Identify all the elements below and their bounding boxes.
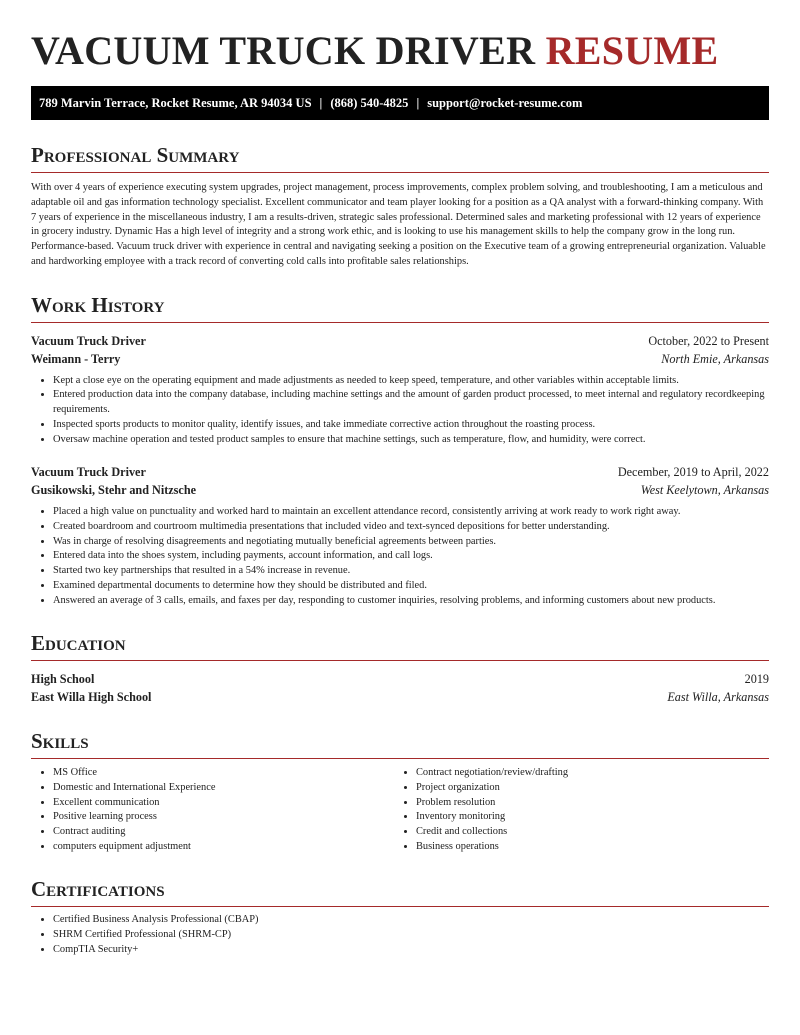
job-title: Vacuum Truck Driver [31,333,146,348]
job-location: West Keelytown, Arkansas [640,483,769,498]
certification-item: • Certified Business Analysis Professional (CBAP) [53,913,769,928]
job-bullet: • Kept a close eye on the operating equipment and made adjustments as needed to keep speed, temperature, and other variables within acceptable limits. [53,374,769,389]
summary-section [31,141,769,270]
summary-heading: Professional Summary [31,141,769,173]
certification-item: • CompTIA Security+ [53,943,769,958]
skills-left-column [31,766,394,854]
job-bullets [31,374,769,448]
job-location: North Emie, Arkansas [661,351,769,366]
skill-item: • Inventory monitoring [416,810,757,825]
contact-phone: (868) 540-4825 [330,96,409,110]
skill-item: • Contract auditing [53,825,394,840]
job-bullet: • Oversaw machine operation and tested product samples to ensure that machine settings, such as temperature, flow, and humidity, were correct. [53,433,769,448]
education-school-row [31,688,769,706]
work-history-heading: Work History [31,291,769,323]
education-section [31,629,769,706]
job-bullet: • Created boardroom and courtroom multimedia presentations that included video and text-synced depositions for better understanding. [53,520,769,535]
title-main: VACUUM TRUCK DRIVER [31,28,536,73]
title-accent: RESUME [545,28,719,73]
job-title: Vacuum Truck Driver [31,465,146,480]
skill-item: • MS Office [53,766,394,781]
education-location: East Willa, Arkansas [667,690,769,705]
job-header-row [31,463,769,481]
job-bullet: • Entered data into the shoes system, including payments, account information, and call logs. [53,549,769,564]
job-dates: October, 2022 to Present [648,333,769,348]
summary-text: With over 4 years of experience executing system upgrades, project management, process improvements, complex problem solving, and troubleshooting, I am a meticulous and adaptable oil and gas information technology specialist. Excellent communicator and team player looking for a position as a QA analyst with a forward-thinking company. With 7 years of experience in the miscellaneous industry, I am a results-driven, strategic sales professional. Determined sales and marketing professional with 12 years of experience in grocery industry. Dynamic Has a high level of integrity and a strong work ethic, and is looking to use his management skills to help the company grow in the long run. Performance-based. Vacuum truck driver with experience in central and navigating seeking a position on the Executive team of a growing entrepreneurial organization. Valuable and hardworking employee with a track record of converting cold calls into profitable sales relationships. [31,182,766,267]
job-dates: December, 2019 to April, 2022 [617,465,769,480]
skill-item: • Project organization [416,781,757,796]
job-company-row [31,350,769,368]
skill-item: • Problem resolution [416,796,757,811]
skills-heading: Skills [31,727,769,759]
skills-grid [31,766,769,854]
job-company: Gusikowski, Stehr and Nitzsche [31,483,197,498]
job-bullet: • Answered an average of 3 calls, emails, and faxes per day, responding to customer inquiries, resolving problems, and informing customers about new products. [53,594,769,609]
job-entry [31,463,769,608]
job-bullet: • Examined departmental documents to determine how they should be distributed and filed. [53,579,769,594]
education-year: 2019 [744,672,769,687]
skill-item: • Credit and collections [416,825,757,840]
contact-separator: | [319,96,323,110]
skill-item: • Positive learning process [53,810,394,825]
education-entry [31,670,769,706]
contact-bar [31,86,769,120]
resume-page [31,0,769,958]
skill-item: • Domestic and International Experience [53,781,394,796]
education-school: East Willa High School [31,690,152,705]
job-bullet: • Was in charge of resolving disagreements and negotiating mutually beneficial agreements between parties. [53,535,769,550]
job-bullets [31,505,769,608]
job-bullet: • Entered production data into the company database, including machine settings and the amount of garden product processed, to meet internal and regulatory recordkeeping requirements. [53,388,769,417]
skills-section [31,727,769,854]
skill-item: • computers equipment adjustment [53,840,394,855]
certifications-section [31,875,769,957]
work-history-section [31,291,769,608]
job-bullet: • Started two key partnerships that resulted in a 54% increase in revenue. [53,564,769,579]
skill-item: • Business operations [416,840,757,855]
certification-item: • SHRM Certified Professional (SHRM-CP) [53,928,769,943]
resume-title [31,0,769,73]
contact-email: support@rocket-resume.com [427,96,583,110]
job-company: Weimann - Terry [31,351,121,366]
job-entry [31,332,769,448]
contact-address: 789 Marvin Terrace, Rocket Resume, AR 94034 US [39,96,312,110]
education-heading: Education [31,629,769,661]
skill-item: • Excellent communication [53,796,394,811]
certifications-list [31,913,769,957]
job-bullet: • Placed a high value on punctuality and worked hard to maintain an excellent attendance record, consistently arriving at work ready to work right away. [53,505,769,520]
job-company-row [31,481,769,499]
skills-right-column [394,766,757,854]
skill-item: • Contract negotiation/review/drafting [416,766,757,781]
certifications-heading: Certifications [31,875,769,907]
education-degree-row [31,670,769,688]
job-header-row [31,332,769,350]
contact-separator: | [416,96,420,110]
education-degree: High School [31,672,95,687]
job-bullet: • Inspected sports products to monitor quality, identify issues, and take immediate corrective action throughout the roasting process. [53,418,769,433]
